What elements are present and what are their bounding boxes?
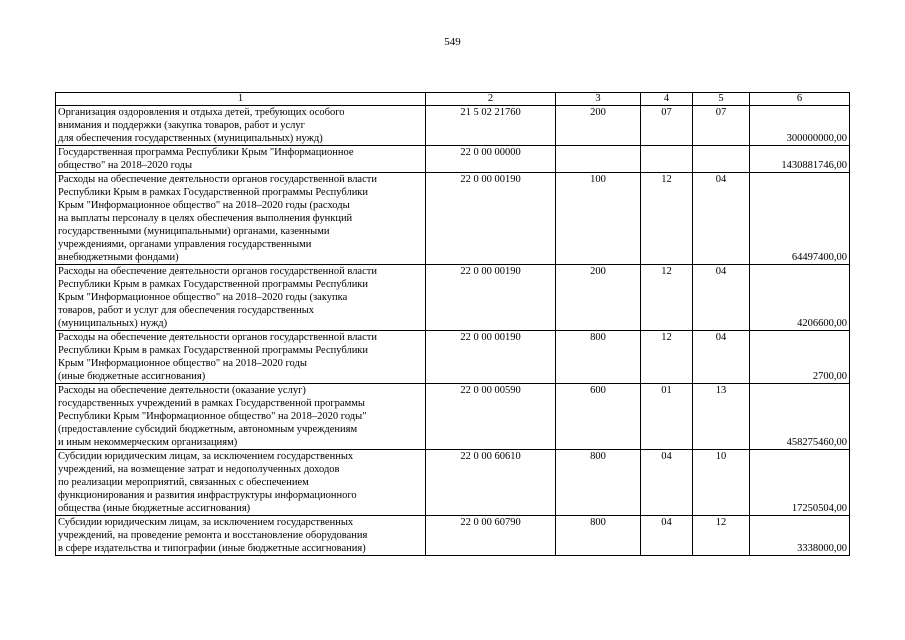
row-amount: 4206600,00 [750, 265, 850, 331]
column-header: 6 [750, 93, 850, 106]
table-row [56, 516, 850, 556]
header-row [56, 93, 850, 106]
row-amount: 17250504,00 [750, 450, 850, 516]
row-section-code: 12 [641, 265, 693, 331]
row-target-article-code: 22 0 00 00000 [426, 146, 556, 173]
row-section-code: 12 [641, 331, 693, 384]
column-header: 2 [426, 93, 556, 106]
column-header: 3 [556, 93, 641, 106]
row-description: Расходы на обеспечение деятельности органов государственной власти Республики Крым в рамках Государственной программы Республики Крым "Информационное общество" на 2018–2020 годы (иные бюджетные ассигнования) [56, 331, 426, 384]
row-target-article-code: 22 0 00 00190 [426, 331, 556, 384]
row-target-article-code: 22 0 00 60790 [426, 516, 556, 556]
row-subsection-code: 04 [693, 331, 750, 384]
row-subsection-code [693, 146, 750, 173]
row-target-article-code: 21 5 02 21760 [426, 106, 556, 146]
page-number: 549 [444, 36, 461, 48]
row-description: Расходы на обеспечение деятельности органов государственной власти Республики Крым в рамках Государственной программы Республики Крым "Информационное общество" на 2018–2020 годы (закупка товаров, работ и услуг для обеспечения государственных (муниципальных) нужд) [56, 265, 426, 331]
row-target-article-code: 22 0 00 60610 [426, 450, 556, 516]
table-row [56, 106, 850, 146]
row-description: Расходы на обеспечение деятельности (оказание услуг) государственных учреждений в рамках Государственной программы Республики Крым "Информационное общество" на 2018–2020 годы" (предоставление субсидий бюджетным, автономным учреждениям и иным некоммерческим организациям) [56, 384, 426, 450]
row-expense-type-code: 200 [556, 106, 641, 146]
row-expense-type-code: 800 [556, 450, 641, 516]
row-amount: 1430881746,00 [750, 146, 850, 173]
table-row [56, 146, 850, 173]
row-section-code [641, 146, 693, 173]
row-amount: 2700,00 [750, 331, 850, 384]
row-target-article-code: 22 0 00 00590 [426, 384, 556, 450]
row-expense-type-code: 800 [556, 331, 641, 384]
row-description: Субсидии юридическим лицам, за исключением государственных учреждений, на проведение ремонта и восстановление оборудования в сфере издательства и типографии (иные бюджетные ассигнования) [56, 516, 426, 556]
table-row [56, 173, 850, 265]
row-section-code: 01 [641, 384, 693, 450]
row-description: Субсидии юридическим лицам, за исключением государственных учреждений, на возмещение затрат и недополученных доходов по реализации мероприятий, связанных с обеспечением функционирования и развития инфраструктуры информационного общества (иные бюджетные ассигнования) [56, 450, 426, 516]
row-expense-type-code: 100 [556, 173, 641, 265]
row-expense-type-code: 800 [556, 516, 641, 556]
row-amount: 3338000,00 [750, 516, 850, 556]
table-row [56, 450, 850, 516]
row-description: Расходы на обеспечение деятельности органов государственной власти Республики Крым в рамках Государственной программы Республики Крым "Информационное общество" на 2018–2020 годы (расходы на выплаты персоналу в целях обеспечения выполнения функций государственными (муниципальными) органами, казенными учреждениями, органами управления государственными внебюджетными фондами) [56, 173, 426, 265]
row-subsection-code: 04 [693, 265, 750, 331]
row-subsection-code: 04 [693, 173, 750, 265]
budget-table [55, 92, 850, 556]
table-row [56, 265, 850, 331]
table-row [56, 331, 850, 384]
row-subsection-code: 13 [693, 384, 750, 450]
row-amount: 300000000,00 [750, 106, 850, 146]
row-target-article-code: 22 0 00 00190 [426, 173, 556, 265]
row-section-code: 12 [641, 173, 693, 265]
row-description: Государственная программа Республики Крым "Информационное общество" на 2018–2020 годы [56, 146, 426, 173]
column-header: 4 [641, 93, 693, 106]
row-subsection-code: 10 [693, 450, 750, 516]
row-expense-type-code: 600 [556, 384, 641, 450]
row-subsection-code: 12 [693, 516, 750, 556]
row-description: Организация оздоровления и отдыха детей, требующих особого внимания и поддержки (закупка товаров, работ и услуг для обеспечения государственных (муниципальных) нужд) [56, 106, 426, 146]
row-section-code: 04 [641, 516, 693, 556]
row-section-code: 04 [641, 450, 693, 516]
row-amount: 64497400,00 [750, 173, 850, 265]
table-row [56, 384, 850, 450]
row-subsection-code: 07 [693, 106, 750, 146]
column-header: 5 [693, 93, 750, 106]
row-expense-type-code [556, 146, 641, 173]
row-target-article-code: 22 0 00 00190 [426, 265, 556, 331]
column-header: 1 [56, 93, 426, 106]
row-amount: 458275460,00 [750, 384, 850, 450]
row-section-code: 07 [641, 106, 693, 146]
row-expense-type-code: 200 [556, 265, 641, 331]
